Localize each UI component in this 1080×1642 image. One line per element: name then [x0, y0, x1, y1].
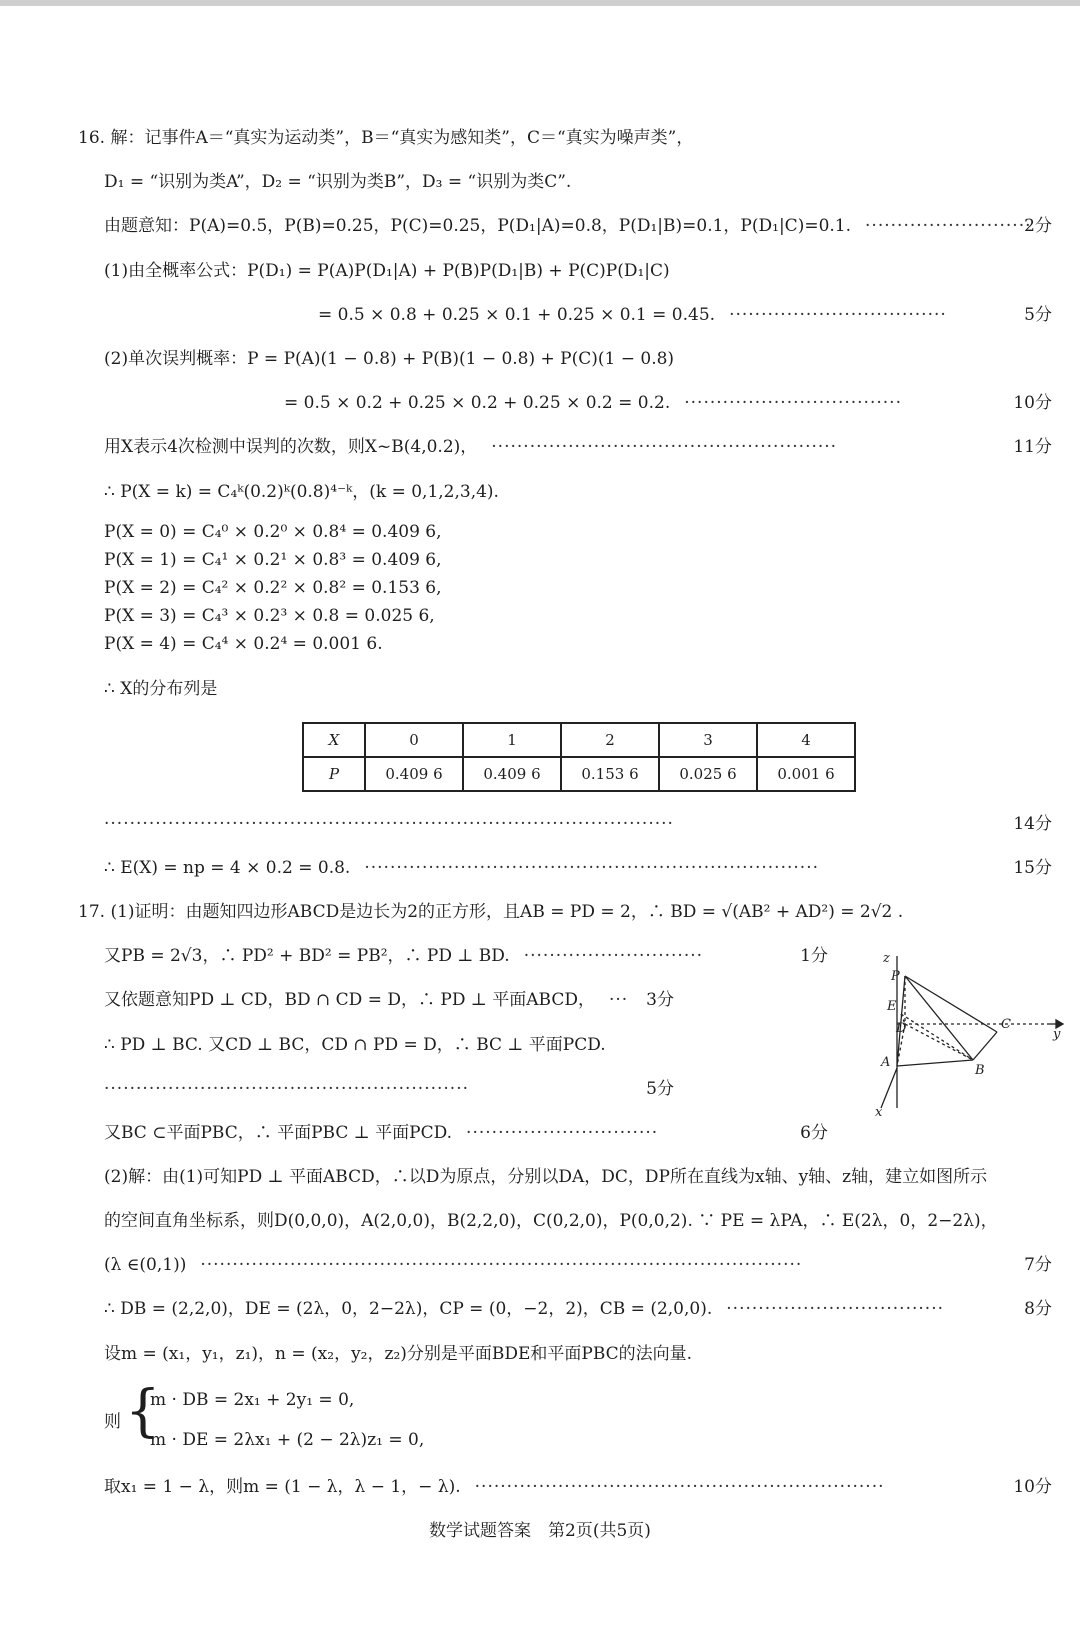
q17-line-3-text: 又依题意知PD ⊥ CD，BD ∩ CD = D，∴ PD ⊥ 平面ABCD， [104, 990, 595, 1010]
table-cell: 2 [561, 723, 659, 757]
dot-leader: ······································································· [364, 858, 819, 878]
score-5: 5分 [1024, 305, 1052, 325]
edge-ab [897, 1060, 973, 1066]
q16-binom [104, 435, 837, 459]
q17-line-1: 17. (1)证明：由题知四边形ABCD是边长为2的正方形，且AB = PD = 2，∴ BD = √(AB² + AD²) = 2√2 . [78, 902, 904, 922]
dot-leader: ························································································· [104, 814, 674, 834]
table-cell: 1 [463, 723, 561, 757]
q17-line-7: (2)解：由(1)可知PD ⊥ 平面ABCD，∴以D为原点，分别以DA，DC，DP所在直线为x轴、y轴、z轴，建立如图所示 [104, 1167, 988, 1187]
table-cell: X [303, 723, 365, 757]
label-c: C [1001, 1017, 1011, 1032]
table-cell: 0.409 6 [365, 757, 463, 791]
q16-p2-b-text: = 0.5 × 0.2 + 0.25 × 0.2 + 0.25 × 0.2 = 0.2. [284, 393, 671, 413]
q17-line-6-text: 又BC ⊂平面PBC，∴ 平面PBC ⊥ 平面PCD. [104, 1123, 453, 1143]
q17-line-5 [104, 1077, 469, 1101]
q16-expect-text: ∴ E(X) = np = 4 × 0.2 = 0.8. [104, 858, 351, 878]
prob-line-0: P(X = 0) = C₄⁰ × 0.2⁰ × 0.8⁴ = 0.409 6, [104, 522, 442, 542]
dot-leader: ···························· [523, 946, 704, 966]
table-cell: 0.025 6 [659, 757, 757, 791]
dot-leader: ······························································································ [200, 1255, 803, 1275]
edge-bc [973, 1032, 997, 1060]
score-7: 7分 [1024, 1255, 1052, 1275]
q16-given-text: 由题意知：P(A)=0.5，P(B)=0.25，P(C)=0.25，P(D₁|A)=0.8，P(D₁|B)=0.1，P(D₁|C)=0.1. [104, 216, 852, 236]
dot-leader: ······························ [466, 1123, 659, 1143]
dot-leader: ·································· [726, 1299, 944, 1319]
q17-line-6 [104, 1121, 658, 1145]
label-z: z [883, 951, 890, 966]
q17-line-13 [104, 1475, 885, 1499]
q16-given [104, 214, 1032, 238]
label-p: P [891, 969, 900, 984]
score-8: 8分 [1024, 1299, 1052, 1319]
score-6: 6分 [800, 1123, 828, 1143]
score-10: 10分 [1013, 393, 1052, 413]
system-brace: { [125, 1379, 161, 1444]
distribution-table [302, 722, 856, 792]
dot-leader: ·································· [684, 393, 902, 413]
edge-db [905, 1024, 973, 1060]
q16-p1-b [318, 303, 947, 327]
score-14: 14分 [1013, 814, 1052, 834]
q17-line-13-text: 取x₁ = 1 − λ，则m = (1 − λ，λ − 1，− λ). [104, 1477, 461, 1497]
q16-defs: D₁ = “识别为类A”，D₂ = “识别为类B”，D₃ = “识别为类C”. [104, 172, 572, 192]
prob-line-1: P(X = 1) = C₄¹ × 0.2¹ × 0.8³ = 0.409 6, [104, 550, 442, 570]
edge-pb [905, 976, 973, 1060]
q17-line-8: 的空间直角坐标系，则D(0,0,0)，A(2,0,0)，B(2,2,0)，C(0,2,0)，P(0,0,2). ∵ PE = λPA，∴ E(2λ，0，2−2λ)， [104, 1211, 998, 1231]
q17-line-2 [104, 944, 703, 968]
q17-eq-1: m · DB = 2x₁ + 2y₁ = 0, [150, 1390, 355, 1410]
q17-line-3 [104, 988, 628, 1012]
dot-leader: ································································ [474, 1477, 885, 1497]
score-15: 15分 [1013, 858, 1052, 878]
label-b: B [975, 1063, 985, 1078]
label-x: x [875, 1105, 883, 1118]
dot-leader: ·································· [729, 305, 947, 325]
table-row [303, 757, 855, 791]
table-cell: 0.001 6 [757, 757, 855, 791]
q16-p1-b-text: = 0.5 × 0.8 + 0.25 × 0.1 + 0.25 × 0.1 = 0.45. [318, 305, 716, 325]
page-footer: 数学试题答案 第2页(共5页) [429, 1521, 651, 1541]
edge-eb [901, 1014, 973, 1060]
score-1: 1分 [800, 946, 828, 966]
q17-eq-2: m · DE = 2λx₁ + (2 − 2λ)z₁ = 0, [150, 1430, 425, 1450]
q16-general: ∴ P(X = k) = C₄ᵏ(0.2)ᵏ(0.8)⁴⁻ᵏ，(k = 0,1,2,3,4). [104, 482, 499, 502]
table-cell: 3 [659, 723, 757, 757]
q16-p2-a: (2)单次误判概率：P = P(A)(1 − 0.8) + P(B)(1 − 0.8) + P(C)(1 − 0.8) [104, 349, 675, 369]
dot-leader: ······················································ [491, 437, 838, 457]
q17-line-4: ∴ PD ⊥ BC. 又CD ⊥ BC，CD ∩ PD = D，∴ BC ⊥ 平面PCD. [104, 1035, 606, 1055]
dot-leader: ·························· [865, 216, 1032, 236]
q16-expect [104, 856, 819, 880]
table-row [303, 723, 855, 757]
table-cell: 0.409 6 [463, 757, 561, 791]
dot-leader: ··· [608, 990, 629, 1010]
q17-line-10 [104, 1297, 944, 1321]
score-11: 11分 [1013, 437, 1052, 457]
q17-line-9-text: (λ ∈(0,1)) [104, 1255, 187, 1275]
q17-line-2-text: 又PB = 2√3，∴ PD² + BD² = PB²，∴ PD ⊥ BD. [104, 946, 510, 966]
q16-p1-a: (1)由全概率公式：P(D₁) = P(A)P(D₁|A) + P(B)P(D₁|B) + P(C)P(D₁|C) [104, 261, 670, 281]
label-e: E [887, 999, 897, 1014]
label-a: A [881, 1055, 891, 1070]
q17-line-9 [104, 1253, 802, 1277]
q16-binom-text: 用X表示4次检测中误判的次数，则X~B(4,0.2)， [104, 437, 478, 457]
table-cell: 0.153 6 [561, 757, 659, 791]
table-cell: 4 [757, 723, 855, 757]
score-5b: 5分 [646, 1079, 674, 1099]
q17-then: 则 [104, 1412, 121, 1432]
pyramid-figure [875, 948, 1065, 1118]
top-edge [0, 0, 1080, 6]
dot-leader: ························································· [104, 1079, 470, 1099]
q17-line-11: 设m = (x₁，y₁，z₁)，n = (x₂，y₂，z₂)分别是平面BDE和平面PBC的法向量. [104, 1344, 693, 1364]
table-dot-leader [104, 812, 674, 836]
score-3: 3分 [646, 990, 674, 1010]
table-cell: 0 [365, 723, 463, 757]
score-10b: 10分 [1013, 1477, 1052, 1497]
q16-intro: 16. 解：记事件A＝“真实为运动类”，B＝“真实为感知类”，C＝“真实为噪声类”， [78, 128, 694, 148]
label-d: D [896, 1021, 907, 1036]
score-2: 2分 [1024, 216, 1052, 236]
prob-line-2: P(X = 2) = C₄² × 0.2² × 0.8² = 0.153 6, [104, 578, 442, 598]
table-cell: P [303, 757, 365, 791]
prob-line-4: P(X = 4) = C₄⁴ × 0.2⁴ = 0.001 6. [104, 634, 383, 654]
q17-line-10-text: ∴ DB = (2,2,0)，DE = (2λ，0，2−2λ)，CP = (0，−2，2)，CB = (2,0,0). [104, 1299, 713, 1319]
q16-p2-b [284, 391, 902, 415]
x-axis-line [881, 1068, 897, 1108]
q16-dist-label: ∴ X的分布列是 [104, 679, 218, 699]
prob-line-3: P(X = 3) = C₄³ × 0.2³ × 0.8 = 0.025 6, [104, 606, 435, 626]
label-y: y [1053, 1027, 1061, 1042]
